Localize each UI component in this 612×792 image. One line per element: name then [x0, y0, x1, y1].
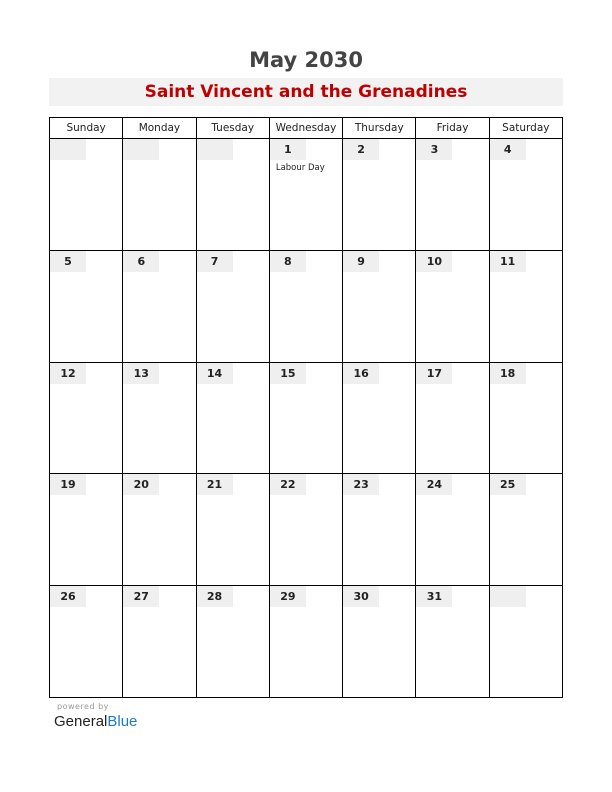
day-number: 17: [416, 363, 452, 384]
day-number: 6: [123, 251, 159, 272]
day-cell: [269, 586, 342, 698]
day-number: 8: [270, 251, 306, 272]
weekday-header: Friday: [416, 118, 489, 139]
day-number: 25: [490, 474, 526, 495]
day-cell: [123, 586, 196, 698]
calendar-grid: [49, 117, 563, 698]
day-number: 10: [416, 251, 452, 272]
day-number: 31: [416, 586, 452, 607]
weekday-header: Tuesday: [196, 118, 269, 139]
weekday-header: Wednesday: [269, 118, 342, 139]
day-cell: [489, 474, 562, 586]
day-number: [123, 139, 159, 160]
day-cell: [123, 139, 196, 251]
country-name: Saint Vincent and the Grenadines: [49, 78, 563, 106]
day-number: [197, 139, 233, 160]
weekday-header: Thursday: [343, 118, 416, 139]
day-cell: [50, 250, 123, 362]
weekday-header: Sunday: [50, 118, 123, 139]
week-row: [50, 474, 563, 586]
day-number: 3: [416, 139, 452, 160]
day-number: 22: [270, 474, 306, 495]
week-row: [50, 362, 563, 474]
day-cell: [489, 362, 562, 474]
powered-by-text: powered by: [57, 702, 109, 711]
day-cell: [50, 586, 123, 698]
day-cell: [269, 474, 342, 586]
day-number: [490, 586, 526, 607]
day-number: 24: [416, 474, 452, 495]
day-cell: [196, 250, 269, 362]
day-cell: [343, 250, 416, 362]
day-cell: [50, 474, 123, 586]
day-cell: [196, 362, 269, 474]
day-number: 23: [343, 474, 379, 495]
day-cell: [343, 586, 416, 698]
day-cell: [196, 586, 269, 698]
day-number: 7: [197, 251, 233, 272]
day-number: 16: [343, 363, 379, 384]
day-cell: [269, 139, 342, 251]
brand-logo[interactable]: [54, 713, 137, 730]
day-cell: [416, 139, 489, 251]
day-cell: [123, 474, 196, 586]
day-number: 27: [123, 586, 159, 607]
day-number: 9: [343, 251, 379, 272]
day-cell: [416, 474, 489, 586]
day-cell: [269, 362, 342, 474]
day-cell: [123, 362, 196, 474]
day-cell: [416, 250, 489, 362]
day-number: 14: [197, 363, 233, 384]
weekday-header-row: [50, 118, 563, 139]
day-number: 26: [50, 586, 86, 607]
day-number: 20: [123, 474, 159, 495]
day-cell: [50, 139, 123, 251]
weekday-header: Saturday: [489, 118, 562, 139]
day-number: 13: [123, 363, 159, 384]
week-row: [50, 250, 563, 362]
weekday-header: Monday: [123, 118, 196, 139]
day-cell: [343, 362, 416, 474]
day-cell: [416, 586, 489, 698]
day-number: 12: [50, 363, 86, 384]
day-cell: [123, 250, 196, 362]
day-number: 30: [343, 586, 379, 607]
day-number: [50, 139, 86, 160]
day-number: 28: [197, 586, 233, 607]
day-cell: [50, 362, 123, 474]
week-row: [50, 586, 563, 698]
day-number: 1: [270, 139, 306, 160]
day-cell: [489, 586, 562, 698]
day-number: 15: [270, 363, 306, 384]
day-cell: [416, 362, 489, 474]
day-cell: [196, 139, 269, 251]
day-cell: [343, 139, 416, 251]
day-number: 19: [50, 474, 86, 495]
brand-name-general: General: [54, 713, 108, 730]
day-number: 4: [490, 139, 526, 160]
day-number: 5: [50, 251, 86, 272]
day-cell: [489, 139, 562, 251]
day-number: 18: [490, 363, 526, 384]
day-number: 29: [270, 586, 306, 607]
day-number: 2: [343, 139, 379, 160]
week-row: [50, 139, 563, 251]
page-title: May 2030: [249, 48, 363, 72]
day-cell: [269, 250, 342, 362]
brand-name-blue: Blue: [107, 713, 138, 730]
day-cell: [196, 474, 269, 586]
day-number: 11: [490, 251, 526, 272]
holiday-label: Labour Day: [275, 163, 325, 173]
day-cell: [343, 474, 416, 586]
day-number: 21: [197, 474, 233, 495]
day-cell: [489, 250, 562, 362]
